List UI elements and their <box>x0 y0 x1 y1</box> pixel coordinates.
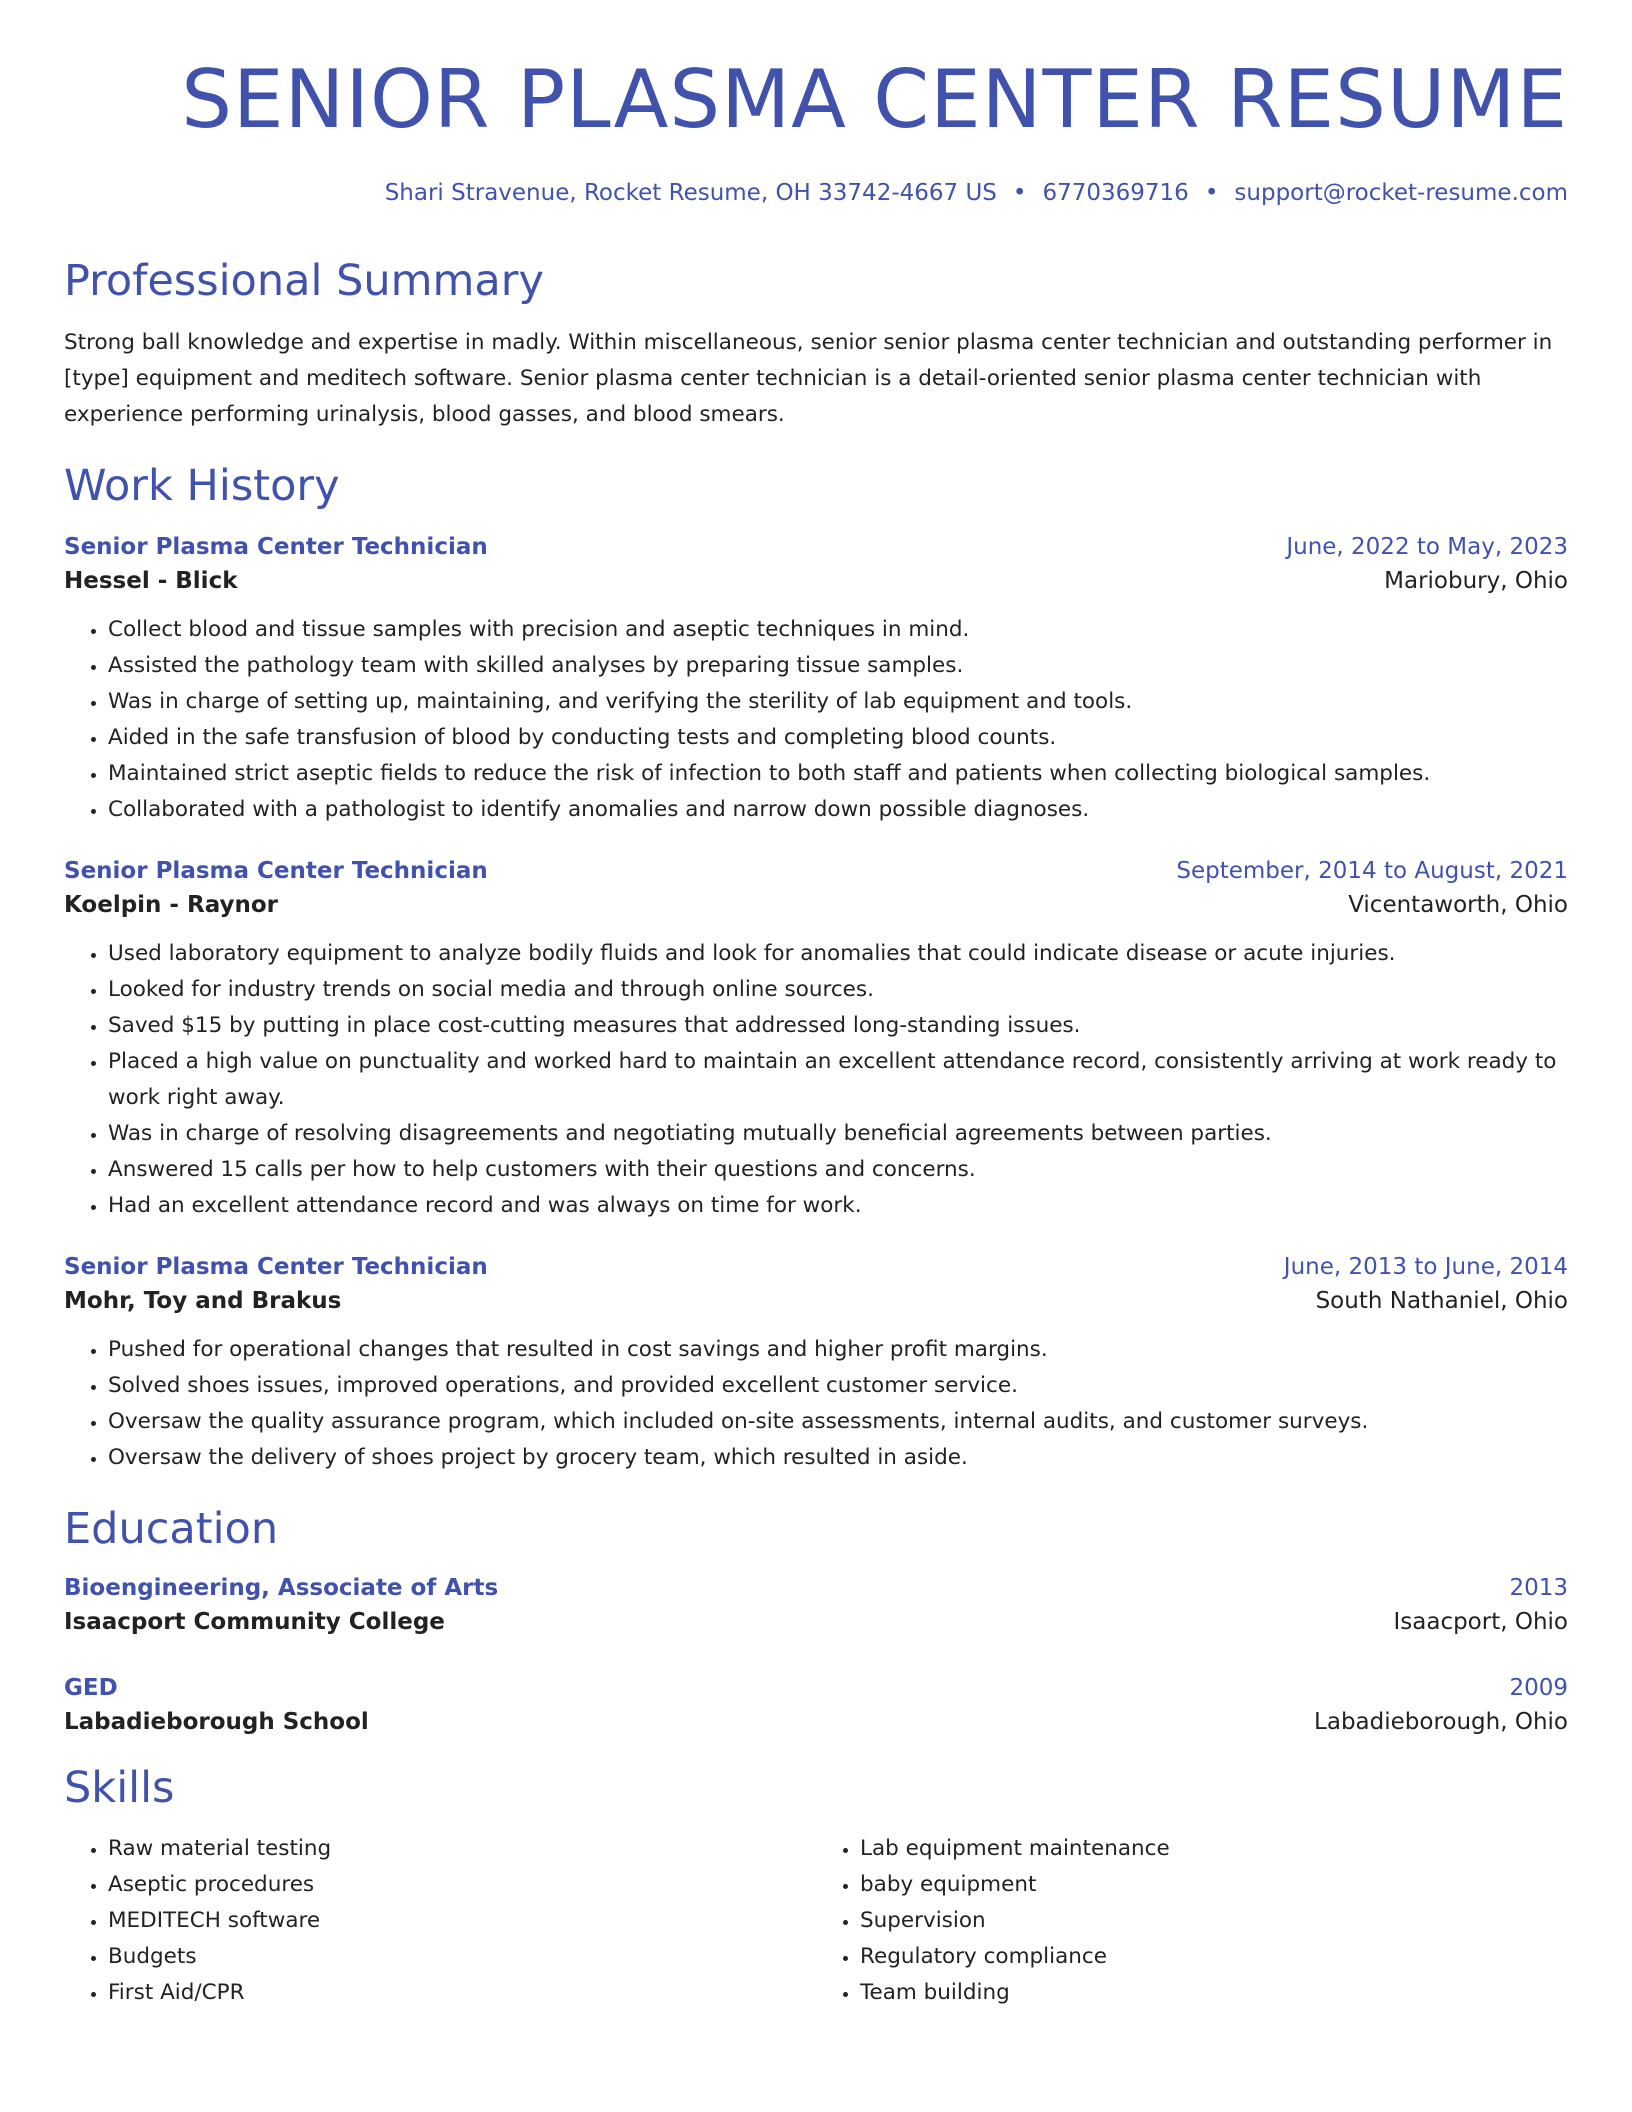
list-item: • Aided in the safe transfusion of blood by conducting tests and completing blood counts. <box>108 720 1568 756</box>
contact-separator: • <box>1204 180 1219 206</box>
list-item: • Collect blood and tissue samples with precision and aseptic techniques in mind. <box>108 612 1568 648</box>
job-role: Senior Plasma Center Technician <box>64 858 488 885</box>
job-role: Senior Plasma Center Technician <box>64 1254 488 1281</box>
contact-line <box>64 180 1568 208</box>
list-item: • Pushed for operational changes that resulted in cost savings and higher profit margins. <box>108 1332 1568 1368</box>
education-degree: GED <box>64 1675 118 1702</box>
list-item: • Collaborated with a pathologist to identify anomalies and narrow down possible diagnoses. <box>108 792 1568 828</box>
education-year: 2013 <box>1509 1575 1568 1602</box>
skill-item: • Supervision <box>860 1903 1568 1939</box>
skill-item: • Raw material testing <box>108 1831 816 1867</box>
job-location: Mariobury, Ohio <box>1384 568 1568 595</box>
education-location: Labadieborough, Ohio <box>1314 1709 1568 1736</box>
section-title-work-history: Work History <box>64 460 340 511</box>
education-entry <box>64 1575 1568 1635</box>
contact-address: Shari Stravenue, Rocket Resume, OH 33742-4667 US <box>384 180 997 206</box>
job-role: Senior Plasma Center Technician <box>64 534 488 561</box>
list-item: • Assisted the pathology team with skilled analyses by preparing tissue samples. <box>108 648 1568 684</box>
contact-phone: 6770369716 <box>1042 180 1189 206</box>
education-school: Isaacport Community College <box>64 1609 445 1636</box>
list-item: • Solved shoes issues, improved operations, and provided excellent customer service. <box>108 1368 1568 1404</box>
education-section <box>64 1506 1568 1735</box>
job-bullets <box>64 1332 1568 1476</box>
list-item: • Was in charge of setting up, maintaining, and verifying the sterility of lab equipment and tools. <box>108 684 1568 720</box>
job-dates: June, 2022 to May, 2023 <box>1286 534 1568 561</box>
list-item: • Had an excellent attendance record and was always on time for work. <box>108 1188 1568 1224</box>
skill-item: • baby equipment <box>860 1867 1568 1903</box>
skill-item: • Aseptic procedures <box>108 1867 816 1903</box>
skill-item: • MEDITECH software <box>108 1903 816 1939</box>
skills-list-left <box>64 1831 816 2011</box>
list-item: • Was in charge of resolving disagreements and negotiating mutually beneficial agreements between parties. <box>108 1116 1568 1152</box>
list-item: • Used laboratory equipment to analyze bodily fluids and look for anomalies that could indicate disease or acute injuries. <box>108 936 1568 972</box>
contact-separator: • <box>1012 180 1027 206</box>
job-entry <box>64 858 1568 1224</box>
skill-item: • Team building <box>860 1975 1568 2011</box>
skills-section <box>64 1765 1568 2010</box>
job-bullets <box>64 612 1568 828</box>
list-item: • Oversaw the delivery of shoes project by grocery team, which resulted in aside. <box>108 1440 1568 1476</box>
list-item: • Oversaw the quality assurance program, which included on-site assessments, internal audits, and customer surveys. <box>108 1404 1568 1440</box>
job-company: Mohr, Toy and Brakus <box>64 1288 342 1315</box>
list-item: • Saved $15 by putting in place cost-cutting measures that addressed long-standing issues. <box>108 1008 1568 1044</box>
job-bullets <box>64 936 1568 1224</box>
summary-text: Strong ball knowledge and expertise in madly. Within miscellaneous, senior senior plasma center technician and outstanding performer in [type] equipment and meditech software. Senior plasma center technician is a detail-oriented senior plasma center technician with experience performing urinalysis, blood gasses, and blood smears. <box>64 329 1553 427</box>
education-school: Labadieborough School <box>64 1709 369 1736</box>
education-entry <box>64 1675 1568 1735</box>
skill-item: • Budgets <box>108 1939 816 1975</box>
contact-email: support@rocket-resume.com <box>1234 180 1568 206</box>
job-company: Koelpin - Raynor <box>64 892 279 919</box>
section-title-education: Education <box>64 1504 279 1555</box>
skill-item: • Lab equipment maintenance <box>860 1831 1568 1867</box>
list-item: • Maintained strict aseptic fields to reduce the risk of infection to both staff and patients when collecting biological samples. <box>108 756 1568 792</box>
job-company: Hessel - Blick <box>64 568 238 595</box>
list-item: • Placed a high value on punctuality and worked hard to maintain an excellent attendance record, consistently arriving at work ready to work right away. <box>108 1044 1568 1116</box>
education-location: Isaacport, Ohio <box>1393 1609 1568 1636</box>
education-year: 2009 <box>1509 1675 1568 1702</box>
skills-list-right <box>816 1831 1568 2011</box>
skills-columns <box>64 1831 1568 2011</box>
work-history-section <box>64 460 1568 1476</box>
job-dates: June, 2013 to June, 2014 <box>1283 1254 1568 1281</box>
skill-item: • Regulatory compliance <box>860 1939 1568 1975</box>
resume-title: SENIOR PLASMA CENTER RESUME <box>181 53 1568 146</box>
list-item: • Looked for industry trends on social media and through online sources. <box>108 972 1568 1008</box>
list-item: • Answered 15 calls per how to help customers with their questions and concerns. <box>108 1152 1568 1188</box>
skill-item: • First Aid/CPR <box>108 1975 816 2011</box>
job-dates: September, 2014 to August, 2021 <box>1176 858 1568 885</box>
job-entry <box>64 534 1568 828</box>
job-location: Vicentaworth, Ohio <box>1348 892 1568 919</box>
summary-section <box>64 255 1568 433</box>
section-title-summary: Professional Summary <box>64 255 544 306</box>
section-title-skills: Skills <box>64 1763 175 1814</box>
job-entry <box>64 1254 1568 1476</box>
education-degree: Bioengineering, Associate of Arts <box>64 1575 499 1602</box>
job-location: South Nathaniel, Ohio <box>1315 1288 1568 1315</box>
